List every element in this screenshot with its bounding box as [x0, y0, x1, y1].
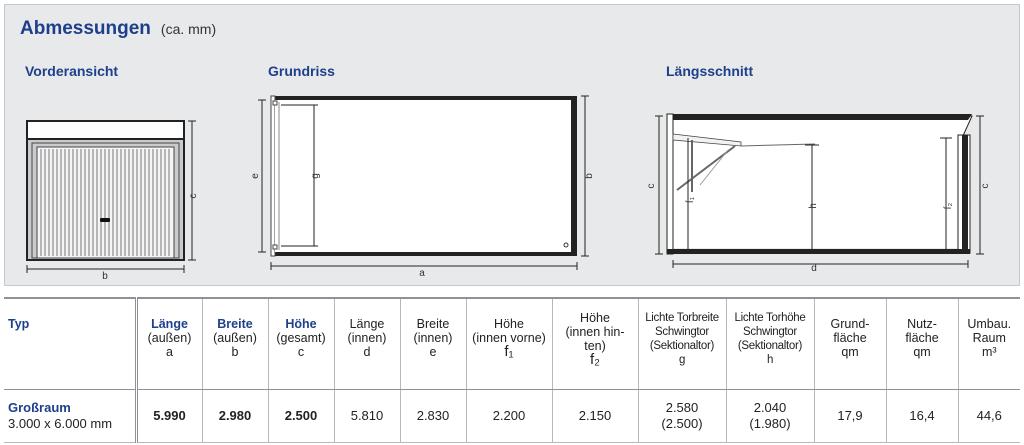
col-breite-innen: Breite (innen) e	[400, 298, 466, 390]
cell-b: 2.980	[202, 390, 268, 443]
col-hoehe-innen-vorne: Höhe (innen vorne) f₁	[466, 298, 552, 390]
cell-c: 2.500	[268, 390, 334, 443]
cell-d: 5.810	[334, 390, 400, 443]
col-laenge-aussen: Länge (außen) a	[136, 298, 202, 390]
table-row	[4, 390, 1020, 443]
col-laenge-innen: Länge (innen) d	[334, 298, 400, 390]
dim-c-right-label: c	[980, 183, 991, 189]
cell-grundflaeche: 17,9	[814, 390, 886, 443]
col-hoehe-innen-hinten: Höhe (innen hin- ten) f₂	[552, 298, 638, 390]
floor-plan-drawing	[250, 96, 595, 279]
floor-plan-title: Grundriss	[268, 63, 335, 79]
cell-typ: Großraum 3.000 x 6.000 mm	[4, 390, 136, 443]
dim-f1-label: f₁	[685, 196, 696, 204]
longitudinal-section-drawing	[646, 114, 991, 274]
dim-c-left-label: c	[646, 183, 657, 189]
col-nutzflaeche: Nutz- fläche qm	[886, 298, 958, 390]
cell-h: 2.040 (1.980)	[726, 390, 814, 443]
col-grundflaeche: Grund- fläche qm	[814, 298, 886, 390]
cell-g: 2.580 (2.500)	[638, 390, 726, 443]
dim-b-label: b	[102, 271, 108, 282]
cell-f1: 2.200	[466, 390, 552, 443]
col-lichte-torbreite: Lichte Torbreite Schwingtor (Sektionaltor) g	[638, 298, 726, 390]
dim-f2-label: f₂	[943, 202, 954, 210]
dim-g-label: g	[310, 173, 321, 179]
longitudinal-section-title: Längsschnitt	[666, 63, 754, 79]
cell-f2: 2.150	[552, 390, 638, 443]
cell-umbau-raum: 44,6	[958, 390, 1020, 443]
dim-e-label: e	[250, 173, 261, 179]
col-umbau-raum: Umbau. Raum m³	[958, 298, 1020, 390]
unit-note: (ca. mm)	[160, 21, 217, 37]
dim-b-plan-label: b	[584, 173, 595, 179]
front-view-title: Vorderansicht	[25, 63, 119, 79]
cell-a: 5.990	[136, 390, 202, 443]
cell-e: 2.830	[400, 390, 466, 443]
dim-c-label: c	[188, 193, 199, 199]
door-handle-icon	[100, 218, 110, 222]
col-typ: Typ	[4, 298, 136, 390]
col-lichte-torhoehe: Lichte Torhöhe Schwingtor (Sektionaltor) h	[726, 298, 814, 390]
col-hoehe-gesamt: Höhe (gesamt) c	[268, 298, 334, 390]
dimensions-table	[4, 297, 1020, 443]
page-title: Abmessungen	[20, 18, 151, 39]
front-view-drawing	[27, 121, 199, 282]
cell-nutzflaeche: 16,4	[886, 390, 958, 443]
col-breite-aussen: Breite (außen) b	[202, 298, 268, 390]
dim-h-label: h	[808, 203, 819, 209]
dim-a-label: a	[419, 268, 425, 279]
dim-d-label: d	[811, 263, 817, 274]
table-header-row	[4, 298, 1020, 390]
